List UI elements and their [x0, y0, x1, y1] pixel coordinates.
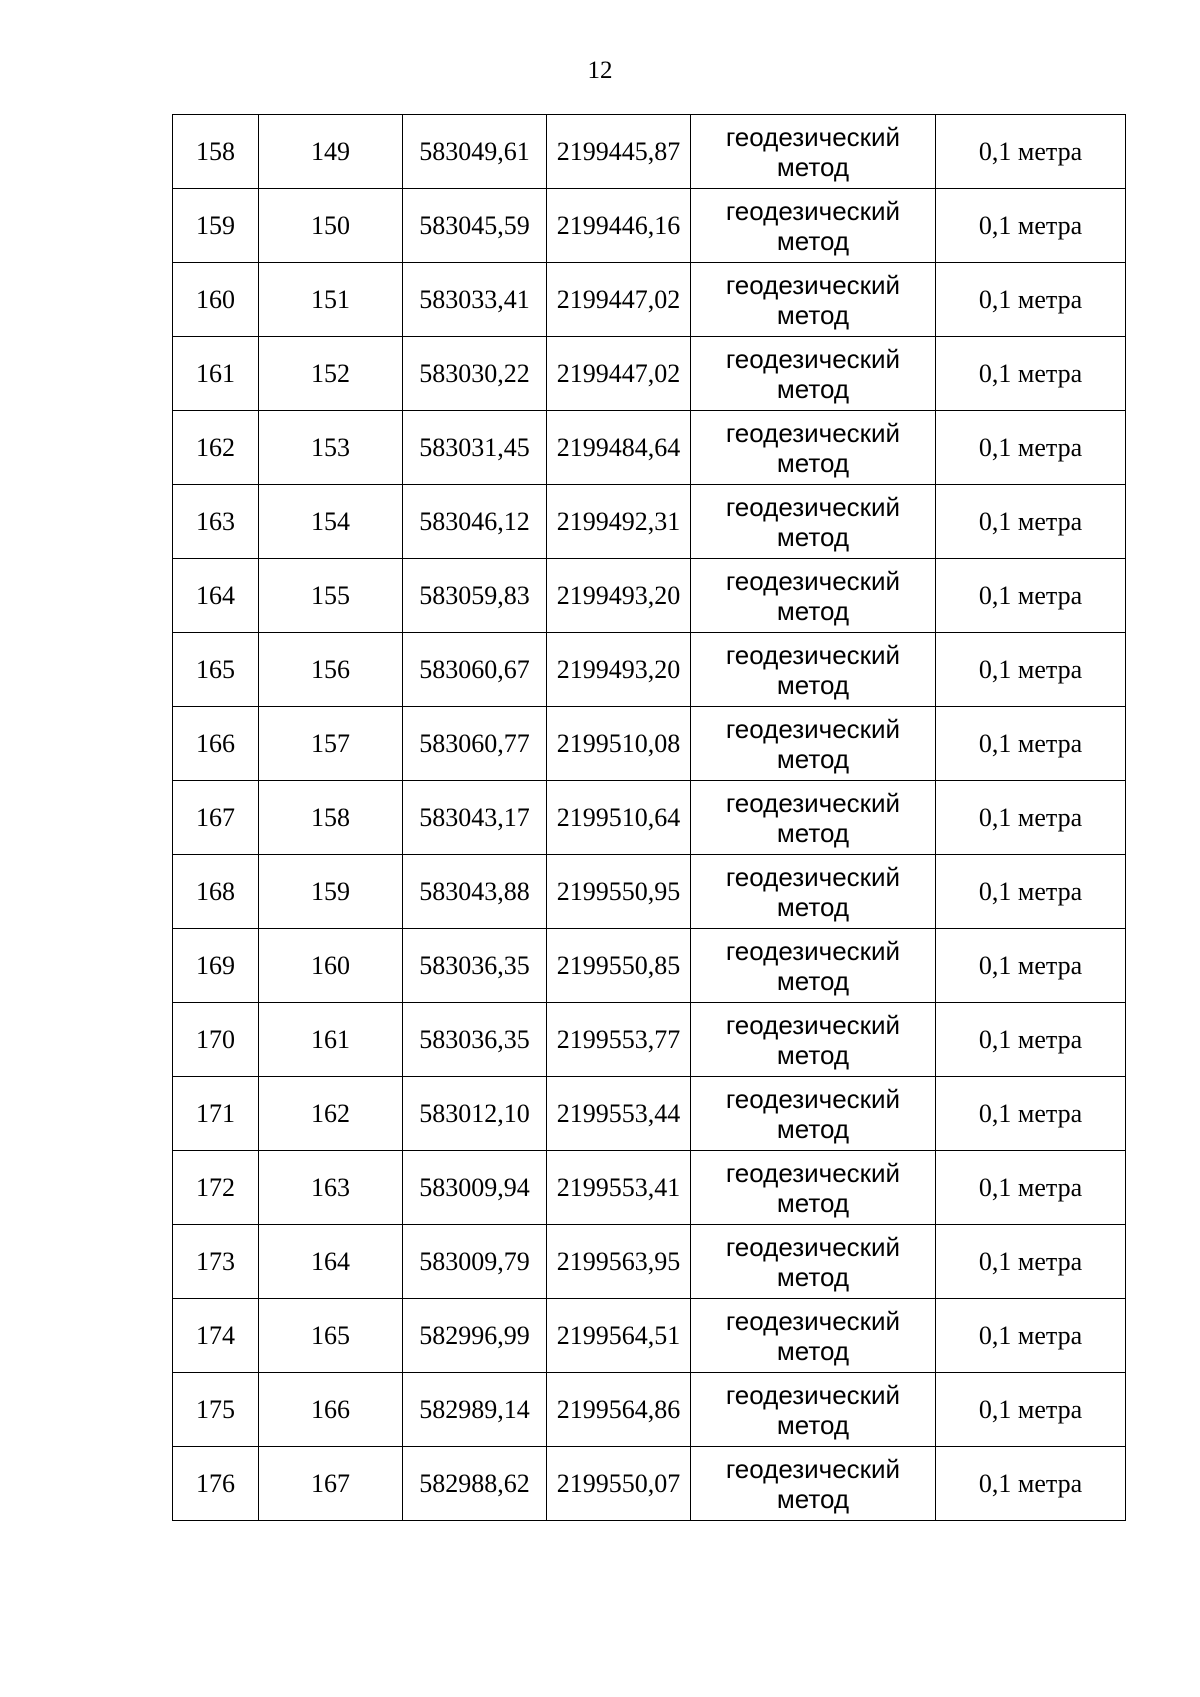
method-line-1: геодезический [725, 195, 901, 226]
row-number-cell: 163 [173, 485, 259, 559]
table-row [173, 633, 1126, 707]
accuracy-cell: 0,1 метра [936, 189, 1126, 263]
table-row [173, 1299, 1126, 1373]
point-number-cell: 158 [259, 781, 403, 855]
x-coordinate-cell: 583033,41 [403, 263, 547, 337]
page-number: 12 [587, 57, 613, 84]
row-number-cell: 166 [173, 707, 259, 781]
y-coordinate-cell: 2199446,16 [547, 189, 691, 263]
table-row [173, 781, 1126, 855]
method-line-2: метод [776, 595, 850, 626]
y-coordinate-cell: 2199553,77 [547, 1003, 691, 1077]
row-number-cell: 167 [173, 781, 259, 855]
y-coordinate-cell: 2199564,51 [547, 1299, 691, 1373]
x-coordinate-cell: 582989,14 [403, 1373, 547, 1447]
row-number-cell: 165 [173, 633, 259, 707]
method-line-2: метод [776, 151, 850, 182]
method-line-2: метод [776, 225, 850, 256]
accuracy-cell: 0,1 метра [936, 263, 1126, 337]
table-row [173, 263, 1126, 337]
accuracy-cell: 0,1 метра [936, 1299, 1126, 1373]
table-row [173, 485, 1126, 559]
point-number-cell: 159 [259, 855, 403, 929]
row-number-cell: 173 [173, 1225, 259, 1299]
row-number-cell: 176 [173, 1447, 259, 1521]
row-number-cell: 164 [173, 559, 259, 633]
table-row [173, 1151, 1126, 1225]
row-number-cell: 158 [173, 115, 259, 189]
point-number-cell: 150 [259, 189, 403, 263]
row-number-cell: 159 [173, 189, 259, 263]
method-line-1: геодезический [725, 935, 901, 966]
row-number-cell: 160 [173, 263, 259, 337]
table-row [173, 559, 1126, 633]
table-row [173, 1225, 1126, 1299]
accuracy-cell: 0,1 метра [936, 1373, 1126, 1447]
coordinates-table [172, 114, 1126, 1521]
table-row [173, 1373, 1126, 1447]
row-number-cell: 169 [173, 929, 259, 1003]
method-cell [691, 1299, 936, 1373]
point-number-cell: 151 [259, 263, 403, 337]
method-cell [691, 485, 936, 559]
point-number-cell: 164 [259, 1225, 403, 1299]
method-line-1: геодезический [725, 1157, 901, 1188]
point-number-cell: 166 [259, 1373, 403, 1447]
method-line-2: метод [776, 1335, 850, 1366]
method-cell [691, 1077, 936, 1151]
method-line-1: геодезический [725, 1453, 901, 1484]
accuracy-cell: 0,1 метра [936, 115, 1126, 189]
table-row [173, 929, 1126, 1003]
x-coordinate-cell: 583009,79 [403, 1225, 547, 1299]
row-number-cell: 171 [173, 1077, 259, 1151]
y-coordinate-cell: 2199493,20 [547, 559, 691, 633]
table-row [173, 189, 1126, 263]
y-coordinate-cell: 2199550,07 [547, 1447, 691, 1521]
x-coordinate-cell: 583043,17 [403, 781, 547, 855]
method-cell [691, 1447, 936, 1521]
method-line-1: геодезический [725, 861, 901, 892]
x-coordinate-cell: 583036,35 [403, 929, 547, 1003]
row-number-cell: 175 [173, 1373, 259, 1447]
accuracy-cell: 0,1 метра [936, 1077, 1126, 1151]
x-coordinate-cell: 583059,83 [403, 559, 547, 633]
method-cell [691, 559, 936, 633]
method-cell [691, 781, 936, 855]
method-line-1: геодезический [725, 1009, 901, 1040]
table-row [173, 411, 1126, 485]
method-line-2: метод [776, 1039, 850, 1070]
row-number-cell: 161 [173, 337, 259, 411]
y-coordinate-cell: 2199553,44 [547, 1077, 691, 1151]
accuracy-cell: 0,1 метра [936, 781, 1126, 855]
accuracy-cell: 0,1 метра [936, 1447, 1126, 1521]
method-cell [691, 115, 936, 189]
x-coordinate-cell: 583060,67 [403, 633, 547, 707]
x-coordinate-cell: 583031,45 [403, 411, 547, 485]
table-row [173, 707, 1126, 781]
table-row [173, 337, 1126, 411]
table-row [173, 855, 1126, 929]
accuracy-cell: 0,1 метра [936, 707, 1126, 781]
x-coordinate-cell: 583012,10 [403, 1077, 547, 1151]
accuracy-cell: 0,1 метра [936, 337, 1126, 411]
method-line-2: метод [776, 373, 850, 404]
method-line-2: метод [776, 521, 850, 552]
method-line-1: геодезический [725, 565, 901, 596]
point-number-cell: 157 [259, 707, 403, 781]
accuracy-cell: 0,1 метра [936, 485, 1126, 559]
table-row [173, 1447, 1126, 1521]
point-number-cell: 162 [259, 1077, 403, 1151]
method-line-1: геодезический [725, 269, 901, 300]
point-number-cell: 161 [259, 1003, 403, 1077]
method-line-1: геодезический [725, 1083, 901, 1114]
method-line-2: метод [776, 299, 850, 330]
x-coordinate-cell: 583030,22 [403, 337, 547, 411]
method-cell [691, 1151, 936, 1225]
method-line-1: геодезический [725, 787, 901, 818]
x-coordinate-cell: 583009,94 [403, 1151, 547, 1225]
method-line-2: метод [776, 743, 850, 774]
method-cell [691, 633, 936, 707]
method-cell [691, 1225, 936, 1299]
point-number-cell: 152 [259, 337, 403, 411]
row-number-cell: 174 [173, 1299, 259, 1373]
x-coordinate-cell: 583046,12 [403, 485, 547, 559]
y-coordinate-cell: 2199493,20 [547, 633, 691, 707]
y-coordinate-cell: 2199445,87 [547, 115, 691, 189]
table-row [173, 1003, 1126, 1077]
accuracy-cell: 0,1 метра [936, 1225, 1126, 1299]
x-coordinate-cell: 582988,62 [403, 1447, 547, 1521]
method-line-1: геодезический [725, 491, 901, 522]
method-cell [691, 1003, 936, 1077]
method-line-1: геодезический [725, 1231, 901, 1262]
method-line-2: метод [776, 891, 850, 922]
method-cell [691, 189, 936, 263]
y-coordinate-cell: 2199447,02 [547, 337, 691, 411]
method-cell [691, 337, 936, 411]
point-number-cell: 165 [259, 1299, 403, 1373]
method-line-1: геодезический [725, 1379, 901, 1410]
method-cell [691, 929, 936, 1003]
method-line-2: метод [776, 1409, 850, 1440]
method-line-2: метод [776, 1261, 850, 1292]
point-number-cell: 153 [259, 411, 403, 485]
method-line-2: метод [776, 1187, 850, 1218]
method-line-2: метод [776, 965, 850, 996]
y-coordinate-cell: 2199563,95 [547, 1225, 691, 1299]
method-line-2: метод [776, 817, 850, 848]
method-line-1: геодезический [725, 121, 901, 152]
y-coordinate-cell: 2199564,86 [547, 1373, 691, 1447]
point-number-cell: 156 [259, 633, 403, 707]
point-number-cell: 163 [259, 1151, 403, 1225]
method-line-1: геодезический [725, 1305, 901, 1336]
method-cell [691, 411, 936, 485]
table-row [173, 1077, 1126, 1151]
accuracy-cell: 0,1 метра [936, 1151, 1126, 1225]
x-coordinate-cell: 583036,35 [403, 1003, 547, 1077]
row-number-cell: 162 [173, 411, 259, 485]
x-coordinate-cell: 583049,61 [403, 115, 547, 189]
accuracy-cell: 0,1 метра [936, 1003, 1126, 1077]
point-number-cell: 149 [259, 115, 403, 189]
y-coordinate-cell: 2199447,02 [547, 263, 691, 337]
coordinates-table-body [173, 115, 1126, 1521]
method-cell [691, 1373, 936, 1447]
accuracy-cell: 0,1 метра [936, 929, 1126, 1003]
y-coordinate-cell: 2199550,95 [547, 855, 691, 929]
method-cell [691, 855, 936, 929]
y-coordinate-cell: 2199553,41 [547, 1151, 691, 1225]
accuracy-cell: 0,1 метра [936, 855, 1126, 929]
row-number-cell: 172 [173, 1151, 259, 1225]
point-number-cell: 167 [259, 1447, 403, 1521]
accuracy-cell: 0,1 метра [936, 411, 1126, 485]
method-cell [691, 707, 936, 781]
method-cell [691, 263, 936, 337]
y-coordinate-cell: 2199492,31 [547, 485, 691, 559]
method-line-1: геодезический [725, 639, 901, 670]
x-coordinate-cell: 583043,88 [403, 855, 547, 929]
method-line-2: метод [776, 1113, 850, 1144]
method-line-1: геодезический [725, 417, 901, 448]
row-number-cell: 168 [173, 855, 259, 929]
y-coordinate-cell: 2199550,85 [547, 929, 691, 1003]
point-number-cell: 154 [259, 485, 403, 559]
y-coordinate-cell: 2199510,64 [547, 781, 691, 855]
point-number-cell: 160 [259, 929, 403, 1003]
accuracy-cell: 0,1 метра [936, 559, 1126, 633]
method-line-2: метод [776, 447, 850, 478]
x-coordinate-cell: 582996,99 [403, 1299, 547, 1373]
accuracy-cell: 0,1 метра [936, 633, 1126, 707]
method-line-2: метод [776, 669, 850, 700]
y-coordinate-cell: 2199510,08 [547, 707, 691, 781]
method-line-2: метод [776, 1483, 850, 1514]
method-line-1: геодезический [725, 713, 901, 744]
method-line-1: геодезический [725, 343, 901, 374]
x-coordinate-cell: 583060,77 [403, 707, 547, 781]
row-number-cell: 170 [173, 1003, 259, 1077]
x-coordinate-cell: 583045,59 [403, 189, 547, 263]
table-row [173, 115, 1126, 189]
y-coordinate-cell: 2199484,64 [547, 411, 691, 485]
point-number-cell: 155 [259, 559, 403, 633]
